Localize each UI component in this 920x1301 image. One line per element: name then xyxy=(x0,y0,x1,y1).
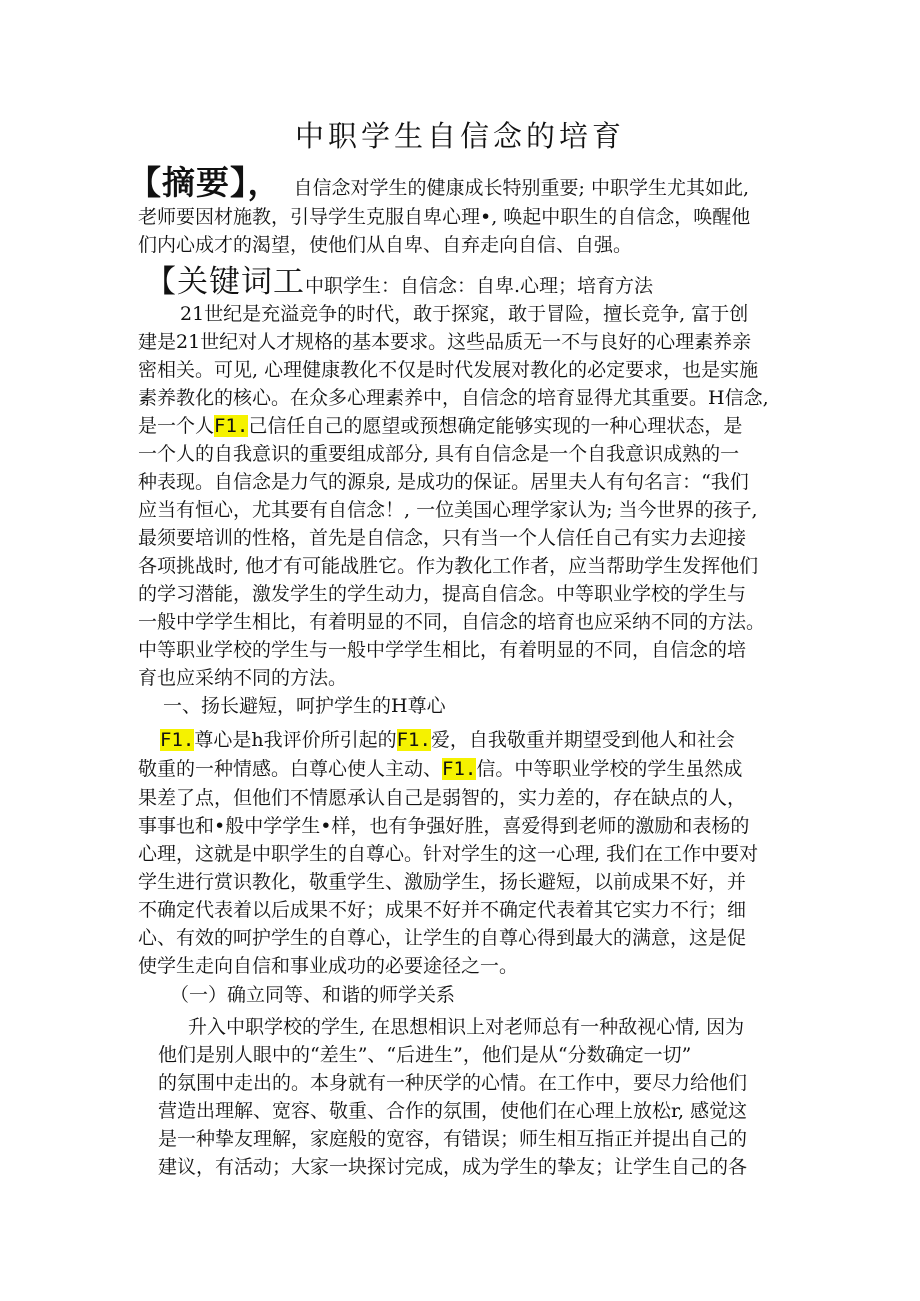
keywords-text: 中职学生：自信念：自卑.心理；培育方法 xyxy=(305,275,654,297)
section-1-line-9: 使学生走向自信和事业成功的必要途径之一。 xyxy=(138,955,519,977)
section-1-line-7: 不确定代表着以后成果不好；成果不好并不确定代表着其它实力不行；细 xyxy=(138,899,747,921)
intro-line-5-pre: 是一个人 xyxy=(138,415,215,437)
intro-line-14: 育也应采纳不同的方法。 xyxy=(138,667,348,689)
section-1-line-2-pre: 敬重的一种情感。白尊心使人主动、 xyxy=(138,758,443,780)
intro-line-6: 一个人的自我意识的重要组成部分, 具有自信念是一个自我意识成熟的一 xyxy=(138,443,740,465)
intro-line-8: 应当有恒心，尤其要有自信念！, 一位美国心理学家认为; 当今世界的孩子, xyxy=(138,499,758,521)
intro-line-7: 种表现。自信念是力气的源泉, 是成功的保证。居里夫人有句名言：“我们 xyxy=(138,471,749,493)
section-1-line-6: 学生进行赏识教化，敬重学生、激励学生，扬长避短，以前成果不好，并 xyxy=(138,871,747,893)
section-1-line-1 xyxy=(160,726,735,754)
subsection-1-line-2: 他们是别人眼中的“差生”、“后进生”，他们是从“分数确定一切” xyxy=(158,1044,692,1066)
abstract-text-1: 自信念对学生的健康成长特别重要; 中职学生尤其如此, xyxy=(293,177,750,199)
section-1-line-5: 心理，这就是中职学生的自尊心。针对学生的这一心理, 我们在工作中要对 xyxy=(138,843,759,865)
keywords-heading: 【关键词工 xyxy=(145,264,305,300)
subsection-1-line-1: 升入中职学校的学生, 在思想相识上对老师总有一种敌视心情, 因为 xyxy=(188,1016,745,1038)
intro-line-2: 建是21世纪对人才规格的基本要求。这些品质无一不与良好的心理素养亲 xyxy=(138,331,752,353)
abstract-text-3: 们内心成才的渴望，使他们从自卑、自弃走向自信、自强。 xyxy=(138,234,633,256)
section-1-line-2-post: 信。中等职业学校的学生虽然成 xyxy=(476,758,743,780)
highlight-mark: F1. xyxy=(214,415,249,437)
page-title: 中职学生自信念的培育 xyxy=(294,119,625,153)
intro-line-5-post: 己信任自己的愿望或预想确定能够实现的一种心理状态，是 xyxy=(248,415,743,437)
section-1-heading: 一、扬长避短，呵护学生的H尊心 xyxy=(163,695,446,717)
section-1-line-8: 心、有效的呵护学生的自尊心，让学生的自尊心得到最大的满意，这是促 xyxy=(138,927,747,949)
intro-line-9: 最须要培训的性格，首先是自信念，只有当一个人信任自己有实力去迎接 xyxy=(138,527,747,549)
subsection-1-line-6: 建议，有活动；大家一块探讨完成，成为学生的挚友；让学生自己的各 xyxy=(158,1156,748,1178)
abstract-heading: 【摘要】， xyxy=(128,163,282,202)
section-1-line-4: 事事也和•般中学学生•样，也有争强好胜，喜爱得到老师的激励和表杨的 xyxy=(138,815,750,837)
intro-line-11: 的学习潜能，激发学生的学生动力，提高自信念。中等职业学校的学生与 xyxy=(138,583,747,605)
abstract-text-2: 老师要因材施教，引导学生克服自卑心理•, 唤起中职生的自信念，唤醒他 xyxy=(138,206,751,228)
intro-line-1: 21世纪是充溢竞争的时代，敢于探窕，敢于冒险，擅长竞争, 富于创 xyxy=(180,303,749,325)
section-1-line-3: 果差了点，但他们不情愿承认自己是弱智的，实力差的，存在缺点的人， xyxy=(138,787,747,809)
intro-line-10: 各项挑战时, 他才有可能战胜它。作为教化工作者，应当帮助学生发挥他们 xyxy=(138,555,759,577)
subsection-1-heading: （一）确立同等、和谐的师学关系 xyxy=(170,984,456,1006)
intro-line-12: 一般中学学生相比，有着明显的不同，自信念的培育也应采纳不同的方法。 xyxy=(138,611,766,633)
abstract-line-1 xyxy=(128,163,749,208)
intro-line-4: 素养教化的核心。在众多心理素养中，自信念的培育显得尤其重要。H信念, xyxy=(138,387,769,409)
intro-line-5 xyxy=(138,412,742,440)
subsection-1-line-3: 的氛围中走出的。本身就有一种厌学的心情。在工作中，要尽力给他们 xyxy=(158,1072,748,1094)
subsection-1-line-4: 营造出理解、宽容、敬重、合作的氛围，使他们在心理上放松r, 感觉这 xyxy=(158,1100,748,1122)
highlight-mark: F1. xyxy=(160,729,195,751)
intro-line-3: 密相关。可见, 心理健康教化不仅是时代发展对教化的必定要求，也是实施 xyxy=(138,359,759,381)
section-1-text-b: 爱，自我敬重并期望受到他人和社会 xyxy=(430,729,735,751)
highlight-mark: F1. xyxy=(396,729,431,751)
section-1-line-2 xyxy=(138,755,742,783)
intro-line-13: 中等职业学校的学生与一般中学学生相比，有着明显的不同，自信念的培 xyxy=(138,639,747,661)
section-1-text-a: 尊心是h我评价所引起的 xyxy=(194,729,397,751)
highlight-mark: F1. xyxy=(442,758,477,780)
subsection-1-line-5: 是一种挚友理解，家庭般的宽容，有错误；师生相互指正并提出自己的 xyxy=(158,1128,748,1150)
